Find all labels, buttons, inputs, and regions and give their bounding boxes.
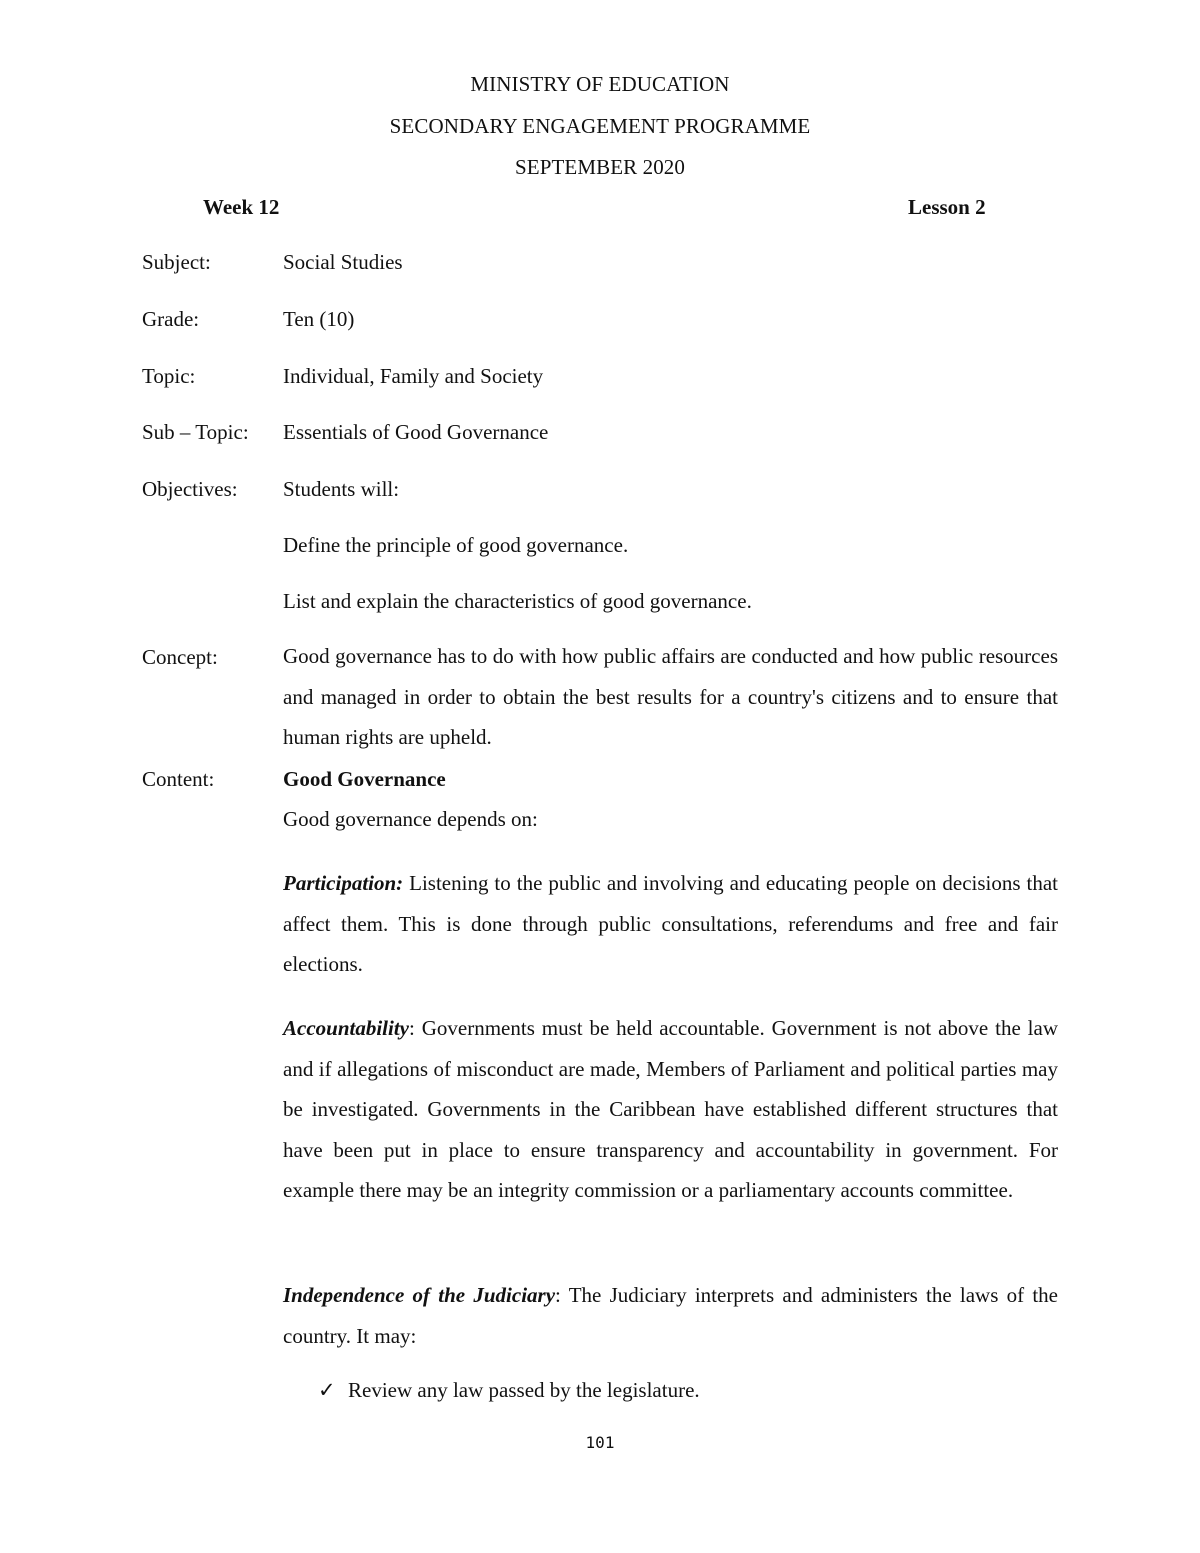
subtopic-label: Sub – Topic: [142,420,249,444]
topic-value: Individual, Family and Society [283,364,544,388]
accountability-paragraph [283,1008,1058,1211]
objective-item: List and explain the characteristics of good governance. [283,589,752,613]
accountability-term: Accountability [283,1016,409,1040]
judiciary-paragraph [283,1275,1058,1356]
objectives-label: Objectives: [142,477,238,501]
judiciary-term: Independence of the Judiciary [283,1283,556,1307]
header-programme: SECONDARY ENGAGEMENT PROGRAMME [389,114,811,138]
objective-item: Define the principle of good governance. [283,533,629,557]
content-label: Content: [142,767,215,791]
week-label: Week 12 [203,195,280,219]
concept-text: Good governance has to do with how public affairs are conducted and how public resources and managed in order to obtain the best results for a country's citizens and to ensure that human rights are upheld. [283,644,1058,749]
lesson-label: Lesson 2 [908,195,986,219]
check-list-item [318,1378,700,1403]
subject-label: Subject: [142,250,211,274]
participation-paragraph [283,863,1058,985]
participation-text: Listening to the public and involving and educating people on decisions that affect them. This is done through public consultations, referendums and free and fair elections. [283,871,1058,976]
content-heading: Good Governance [283,767,446,791]
grade-label: Grade: [142,307,200,331]
check-item-text: Review any law passed by the legislature. [348,1378,700,1402]
accountability-text: : Governments must be held accountable. Government is not above the law and if allegations of misconduct are made, Members of Parliament and political parties may be investigated. Governments in the Caribbean have established different structures that have been put in place to ensure transparency and accountability in government. For example there may be an integrity commission or a parliamentary accounts committee. [283,1016,1058,1202]
header-date: SEPTEMBER 2020 [514,155,685,179]
participation-term: Participation: [283,871,404,895]
grade-value: Ten (10) [283,307,355,331]
checkmark-icon: ✓ [318,1378,336,1402]
topic-label: Topic: [142,364,196,388]
subtopic-value: Essentials of Good Governance [283,420,549,444]
page-number: 101 [585,1433,615,1452]
objectives-intro: Students will: [283,477,400,501]
content-intro: Good governance depends on: [283,807,538,831]
concept-label: Concept: [142,645,218,669]
subject-value: Social Studies [283,250,403,274]
header-ministry: MINISTRY OF EDUCATION [470,72,730,96]
judiciary-text: : The Judiciary interprets and administers the laws of the country. It may: [283,1283,1058,1348]
